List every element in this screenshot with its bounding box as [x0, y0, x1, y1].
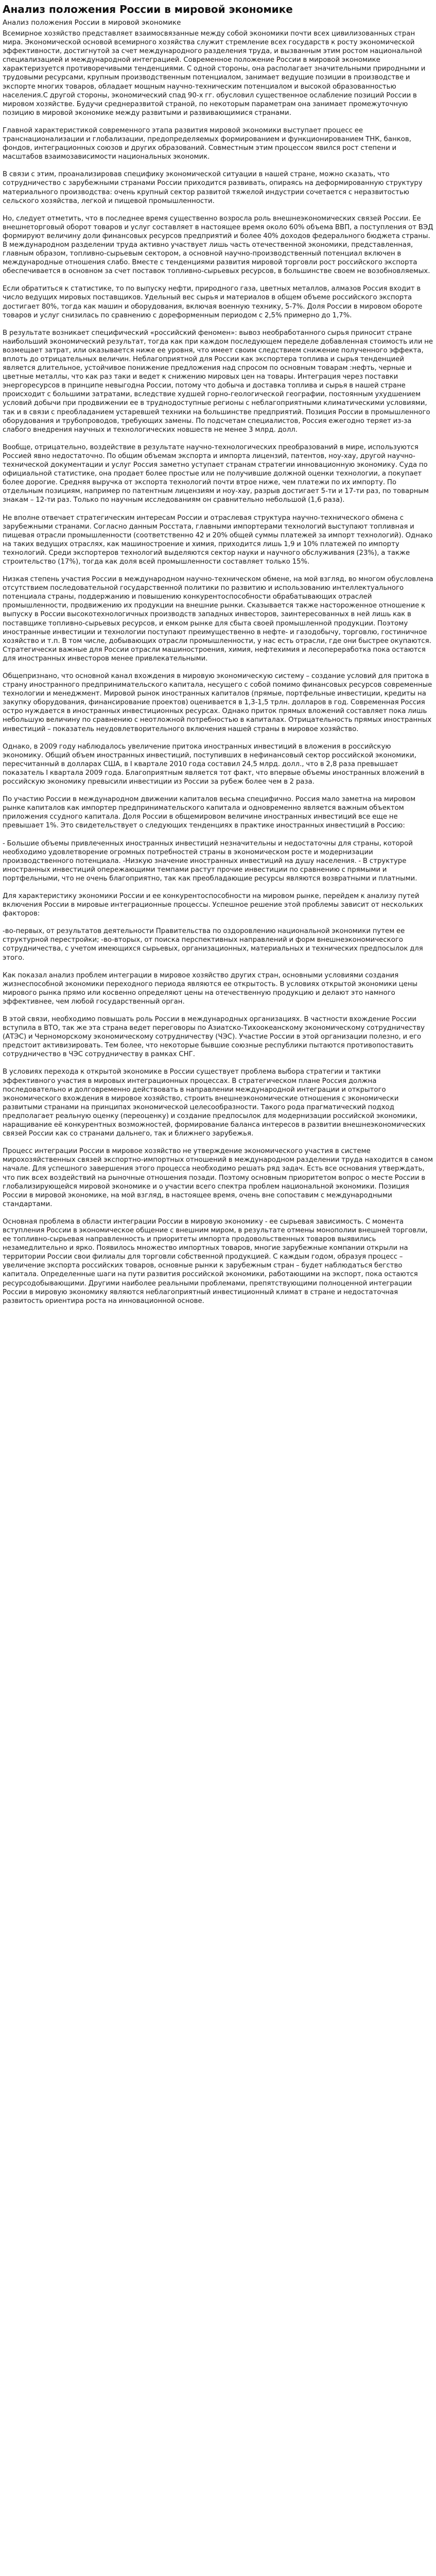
paragraph: В условиях перехода к открытой экономике в России существует проблема выбора стратегии и тактики эффективного участия в мировых интеграционных процессах. В стратегическом плане Россия должна последовательно и долговременно действовать в направлении международной интеграции и открытого экономического вхождения в мировое хозяйство, строить внешнеэкономические отношения с экономически развитыми странами на принципах экономической целесообразности. Такого рода прагматический подход предполагает реальную оценку (переоценку) и создание предпосылок для модернизации российской экономики, наращивание её конкурентных возможностей, формирование баланса интересов в развитии внешнеэкономических связей России как со странами дальнего, так и ближнего зарубежья.	[3, 1068, 426, 1138]
paragraph: Но, следует отметить, что в последнее время существенно возросла роль внешнеэкономических связей России. Ее внешнеторговый оборот товаров и услуг составляет в настоящее время около 60% объема ВВП, а поступления от ВЭД формируют величину доли финансовых ресурсов предприятий и более 40% доходов федерального бюджета страны. В международном разделении труда активно участвует лишь часть отечественной экономики, представленная, главным образом, топливно-сырьевым сектором, а основной научно-производственный потенциал включен в международные отношения слабо. Вместе с тенденциями развития мировой торговли рост российского экспорта обеспечивается в основном за счет поставок топливно-сырьевых ресурсов, в большинстве своем не возобновляемых.	[3, 214, 433, 276]
paragraph: В связи с этим, проанализировав специфику экономической ситуации в нашей стране, можно сказать, что сотрудничество с зарубежными странами России приходится развивать, опираясь на деформированную структуру материального производства: очень крупный сектор развитой тяжелой индустрии сочетается с неразвитостью сельского хозяйства, легкой и пищевой промышленности.	[3, 171, 423, 205]
paragraph: -во-первых, от результатов деятельности Правительства по оздоровлению национальной экономики путем ее структурной перестройки; -во-вторых, от поиска перспективных направлений и форм внешнеэкономического сотрудничества, с учетом имеющихся сырьевых, организационных, материальных и технических предпосылок для этого.	[3, 927, 423, 962]
paragraph: Низкая степень участия России в международном научно-техническом обмене, на мой взгляд, во многом обусловлена отсутствием последовательной государственной политики по развитию и использованию интеллектуального потенциала страны, поддержанию и повышению конкурентоспособности обрабатывающих отраслей промышленности, продвижению их продукции на внешние рынки. Сказывается также настороженное отношение к выпуску в России высокотехнологичных производств западных инвесторов, заинтересованных в ней лишь как в поставщике топливно-сырьевых ресурсов, и емком рынке для сбыта своей промышленной продукции. Поэтому иностранные инвестиции и технологии поступают преимущественно в нефте- и газодобычу, торговлю, гостиничное хозяйство и т.п. В том числе, добывающих отрасли промышленности, у нас есть отрасли, где они быстрее окупаются. Стратегически важные для России отрасли машиностроения, химия, нефтехимия и лесопереработка пока остаются для иностранных инвесторов менее привлекательными.	[3, 575, 433, 663]
paragraph: По участию России в международном движении капиталов весьма специфично. Россия мало заметна на мировом рынке капиталов как импортер предпринимательского капитала и одновременно является важным объектом приложения ссудного капитала. Доля России в общемировом величине иностранных инвестиций все еще не превышает 1%. Это свидетельствует о следующих тенденциях в практике иностранных инвестиций в Россию:	[3, 795, 416, 830]
paragraph: Основная проблема в области интеграции России в мировую экономику - ее сырьевая зависимость. С момента вступления России в экономическое общение с внешним миром, в результате отмены монополии внешней торговли, ее топливно-сырьевая направленность и приоритеты импорта продовольственных товаров выявились незамедлительно и ярко. Появилось множество импортных товаров, многие зарубежные компании открыли на территории России свои филиалы для торговли собственной продукцией. С каждым годом, образуя процесс – увеличение экспорта российских товаров, основные рынки к зарубежным стран – будет наблюдаться бегство капитала. Определенные шаги на пути развития российской экономики, работающими на экспорт, пока остаются ресурсодобывающими. Другими наиболее реальными проблемами, препятствующими полноценной интеграции России в мировую экономику являются неблагоприятный инвестиционный климат в стране и недостаточная развитость ориентира роста на инновационной основе.	[3, 1217, 428, 1305]
paragraph: Вообще, отрицательно, воздействие в результате научно-технологических преобразований в мире, используются Россией явно недостаточно. По общим объемам экспорта и импорта лицензий, патентов, ноу-хау, другой научно-технической документации и услуг Россия заметно уступает странам стратегии инновационную экономику. Суда по официальной статистике, она продает более простые или не получившие должной оценки технологии, а покупает более дорогие. Средняя выручка от экспорта технологий почти втрое ниже, чем платежи по их импорту. По отдельным позициям, например по патентным лицензиям и ноу-хау, разрыв достигает 5-ти и 17-ти раз, по товарным знакам – 12-ти раз. Только по научным исследованиям он сравнительно небольшой (1,6 раза).	[3, 443, 429, 504]
paragraph: - Большие объемы привлеченных иностранных инвестиций незначительны и недостаточны для страны, которой необходимо удовлетворение огромных потребностей страны в экономическом росте и модернизации производственного потенциала. -Низкую значение иностранных инвестиций на душу населения. - В структуре иностранных инвестиций опережающими темпами растут прочие инвестиции по сравнению с прямыми и портфельными, что не очень благоприятно, так как преобладающие ресурсы являются возвратными и платными.	[3, 839, 417, 883]
paragraph: В этой связи, необходимо повышать роль России в международных организациях. В частности вхождение России вступила в ВТО, так же эта страна ведет переговоры по Азиатско-Тихоокеанскому экономическому сотрудничеству (АТЭС) и Черноморскому экономическому сотрудничеству (ЧЭС). Участие России в этой организации полезно, и его предстоит активизировать. Тем более, что некоторые бывшие союзные республики пытаются противопоставить сотрудничество в ЧЭС сотрудничеству в рамках СНГ.	[3, 1015, 425, 1059]
paragraph: Если обратиться к статистике, то по выпуску нефти, природного газа, цветных металлов, алмазов Россия входит в число ведущих мировых поставщиков. Удельный вес сырья и материалов в общем объеме российского экспорта достигает 80%, тогда как машин и оборудования, включая военную технику, 5-7%. Доля России в мировом обороте товаров и услуг снизилась по сравнению с дореформенным периодом с 2,5% примерно до 1,7%.	[3, 285, 423, 319]
paragraph: Всемирное хозяйство представляет взаимосвязанные между собой экономики почти всех цивилизованных стран мира. Экономической основой всемирного хозяйства служит стремление всех государств к росту экономической эффективности, достигнутой за счет международного разделения труда, и вызванным этим ростом национальной специализацией и международной интеграцией. Современное положение России в мировой экономике характеризуется противоречивыми тенденциями. С одной стороны, она располагает значительными природными и трудовыми ресурсами, крупным производственным потенциалом, занимает ведущие позиции в производстве и экспорте многих товаров, обладает мощным научно-техническим потенциалом и высокой образованностью населения.С другой стороны, экономический спад 90-х гг. обусловил существенное ослабление позиций России в мировом хозяйстве. Будучи среднеразвитой страной, по некоторым параметрам она занимает промежуточную позицию в мировой экономике между развитыми и развивающимися странами.	[3, 30, 426, 117]
paragraph: Как показал анализ проблем интеграции в мировое хозяйство других стран, основными условиями создания жизнеспособной экономики переходного периода являются ее открытость. В условиях открытой экономики цены мирового рынка прямо или косвенно определяют цены на отечественную продукцию и делают это намного эффективнее, чем любой государственный орган.	[3, 971, 418, 1006]
paragraph: Процесс интеграции России в мировое хозяйство не утверждение экономического участия в системе мирохозяйственных связей экспортно-импортных отношений в международном разделении труда находится в самом начале. Для успешного завершения этого процесса необходимо решать ряд задач. Есть все основания утверждать, что пик всех воздействий на рыночные отношения позади. Поэтому основным приоритетом вопрос о месте России в глобализирующейся мировой экономике и о участии всего спектра проблем национальной экономики. Позиция России в мировой экономике, на мой взгляд, в настоящее время, очень вне сопоставим с международными стандартами.	[3, 1147, 433, 1208]
paragraph: Общепризнано, что основной канал вхождения в мировую экономическую систему – создание условий для притока в страну иностранного предпринимательского капитала, несущего с собой помимо финансовых ресурсов современные технологии и менеджмент. Мировой рынок иностранных капиталов (прямые, портфельные инвестиции, кредиты на закупку оборудования, финансирование проектов) оценивается в 1,3-1,5 трлн. долларов в год. Современная Россия остро нуждается в иностранных инвестиционных ресурсах. Однако приток прямых вложений составляет пока лишь небольшую величину по сравнению с неотложной потребностью в капиталах. Отрицательность прямых иностранных инвестиций – показатель неудовлетворительного включения нашей страны в мировое хозяйство.	[3, 672, 432, 733]
paragraph: Не вполне отвечает стратегическим интересам России и отраслевая структура научно-технического обмена с зарубежными странами. Согласно данным Росстата, главными импортерами технологий выступают топливная и пищевая отрасли промышленности (соответственно 42 и 20% общей суммы платежей за импорт технологий). Однако на таких ведущих отраслях, как машиностроение и химия, приходится лишь 1,9 и 10% платежей по импорту технологий. Среди экспортеров технологий выделяются сектор науки и научного обслуживания (23%), а также строительство (17%), тогда как доля всей промышленности составляет только 15%.	[3, 514, 433, 566]
article-body	[3, 29, 433, 1306]
page-title: Анализ положения России в мировой экономике	[3, 3, 293, 15]
paragraph: В результате возникает специфический «российский феномен»: вывоз необработанного сырья приносит стране наибольший экономический результат, тогда как при каждом последующем переделе добавленная стоимость или не возмещает затрат, или оказывается ниже ее уровня, что имеет своим следствием снижение полученного эффекта, вплоть до отрицательных величин. Неблагоприятной для России как экспортера топлива и сырья тенденцией является длительное, устойчивое понижение предложения над спросом по основным товарам :нефть, черные и цветные металлы, что как раз таки и ведет к снижению мировых цен на товары. Интеграция через поставки энергоресурсов в принципе невыгодна России, потому что добыча и доставка топлива и сырья в нашей стране происходит с большими затратами, вследствие худшей горно-геологической географии, постоянным ухудшением условий добычи при продвижении ее в труднодоступные регионы с неблагоприятными климатическими условиями, так и в связи с преобладанием устаревшей техники на большинстве предприятий. Позиция России в промышленного оборудования и трубопроводов, требующих замены. По подсчетам специалистов, Россия ежегодно теряет из-за слабого внедрения научных и технологических новшеств не менее 3 млрд. долл.	[3, 329, 433, 434]
paragraph: Главной характеристикой современного этапа развития мировой экономики выступает процесс ее транснационализации и глобализации, предопределяемых формированием и функционированием ТНК, банков, фондов, интеграционных союзов и других образований. Совместным этим процессом явился рост степени и масштабов взаимозависимости национальных экономик.	[3, 126, 411, 161]
subtitle: Анализ положения России в мировой экономике	[3, 19, 181, 27]
paragraph: Для характеристику экономики России и ее конкурентоспособности на мировом рынке, перейдем к анализу путей включения России в мировые интеграционные процессы. Успешное решение этой проблемы зависит от нескольких факторов:	[3, 892, 423, 918]
paragraph: Однако, в 2009 году наблюдалось увеличение притока иностранных инвестиций в вложения в российскую экономику. Общий объем иностранных инвестиций, поступивших в нефинансовый сектор российской экономики, пересчитанный в долларах США, в I квартале 2010 года составил 24,5 млрд. долл., что в 2,8 раза превышает показатель I квартала 2009 года. Благоприятным является тот факт, что впервые объемы иностранных вложений в российскую экономику превысили инвестиции из России за рубеж более чем в 2 раза.	[3, 742, 425, 786]
